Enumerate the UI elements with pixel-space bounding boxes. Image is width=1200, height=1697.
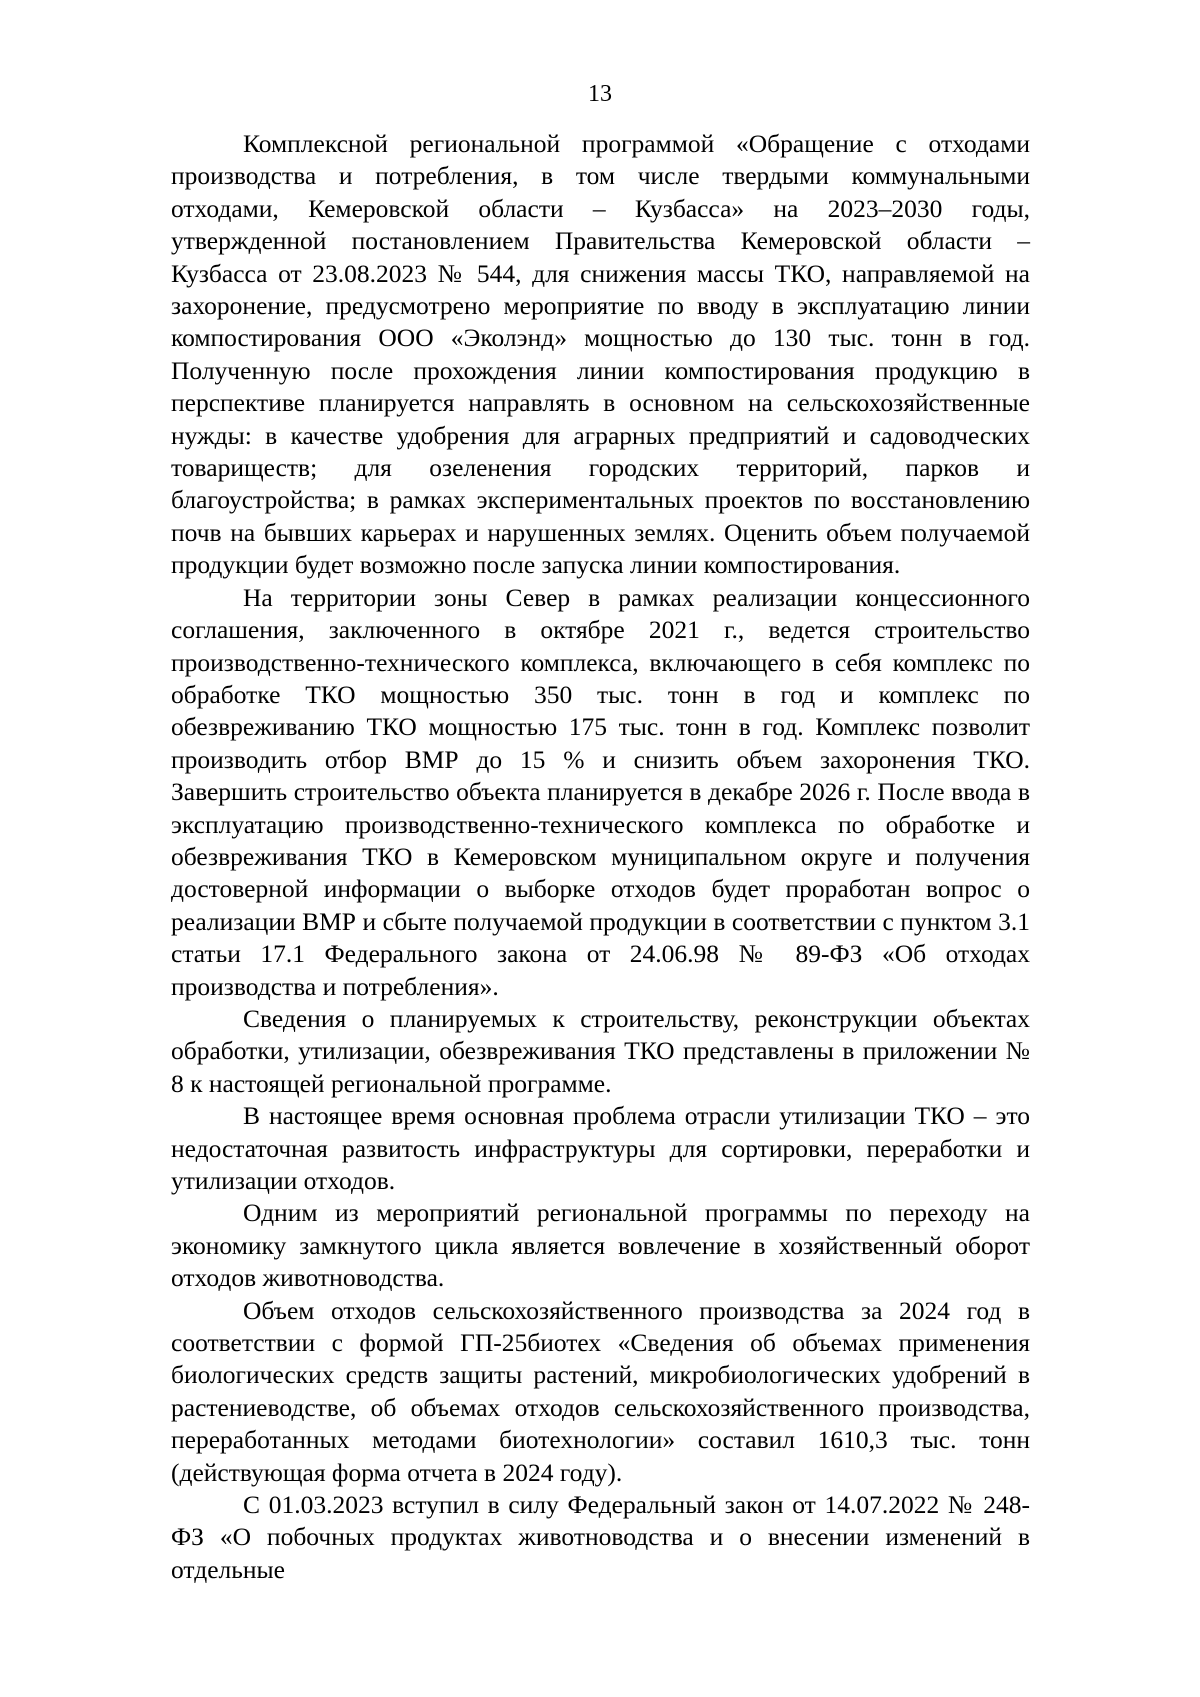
- page-number: 13: [588, 81, 612, 107]
- paragraph-federal-law-248: С 01.03.2023 вступил в силу Федеральный закон от 14.07.2022 № 248-ФЗ «О побочных продуктах животноводства и о внесении изменений в отдельные: [171, 1490, 1030, 1584]
- paragraph-circular-economy: Одним из мероприятий региональной программы по переходу на экономику замкнутого цикла является вовлечение в хозяйственный оборот отходов животноводства.: [171, 1198, 1030, 1293]
- paragraph-agricultural-waste-volume: Объем отходов сельскохозяйственного производства за 2024 год в соответствии с формой ГП-25биотех «Сведения об объемах применения биологических средств защиты растений, микробиологических удобрений в растениеводстве, об объемах отходов сельскохозяйственного производства, переработанных методами биотехнологии» составил 1610,3 тыс. тонн (действующая форма отчета в 2024 году).: [171, 1295, 1030, 1487]
- paragraph-appendix-8-reference: Сведения о планируемых к строительству, реконструкции объектах обработки, утилизации, обезвреживания ТКО представлены в приложении № 8 к настоящей региональной программе.: [171, 1003, 1030, 1098]
- paragraph-zone-north-complex: На территории зоны Север в рамках реализации концессионного соглашения, заключенного в октябре 2021 г., ведется строительство производственно-технического комплекса, включающего в себя комплекс по обработке ТКО мощностью 350 тыс. тонн в год и комплекс по обезвреживанию ТКО мощностью 175 тыс. тонн в год. Комплекс позволит производить отбор ВМР до 15 % и снизить объем захоронения ТКО. Завершить строительство объекта планируется в декабре 2026 г. После ввода в эксплуатацию производственно-технического комплекса по обработке и обезвреживания ТКО в Кемеровском муниципальном округе и получения достоверной информации о выборке отходов будет проработан вопрос о реализации ВМР и сбыте получаемой продукции в соответствии с пунктом 3.1 статьи 17.1 Федерального закона от 24.06.98 № 89-ФЗ «Об отходах производства и потребления».: [171, 582, 1030, 1001]
- paragraph-composting-line: Комплексной региональной программой «Обращение с отходами производства и потребления, в том числе твердыми коммунальными отходами, Кемеровской области – Кузбасса» на 2023–2030 годы, утвержденной постановлением Правительства Кемеровской области – Кузбасса от 23.08.2023 № 544, для снижения массы ТКО, направляемой на захоронение, предусмотрено мероприятие по вводу в эксплуатацию линии компостирования ООО «Эколэнд» мощностью до 130 тыс. тонн в год. Полученную после прохождения линии компостирования продукцию в перспективе планируется направлять в основном на сельскохозяйственные нужды: в качестве удобрения для аграрных предприятий и садоводческих товариществ; для озеленения городских территорий, парков и благоустройства; в рамках экспериментальных проектов по восстановлению почв на бывших карьерах и нарушенных землях. Оценить объем получаемой продукции будет возможно после запуска линии компостирования.: [171, 129, 1030, 580]
- paragraph-infrastructure-problem: В настоящее время основная проблема отрасли утилизации ТКО – это недостаточная развитость инфраструктуры для сортировки, переработки и утилизации отходов.: [171, 1101, 1030, 1195]
- document-body: [171, 128, 1030, 1586]
